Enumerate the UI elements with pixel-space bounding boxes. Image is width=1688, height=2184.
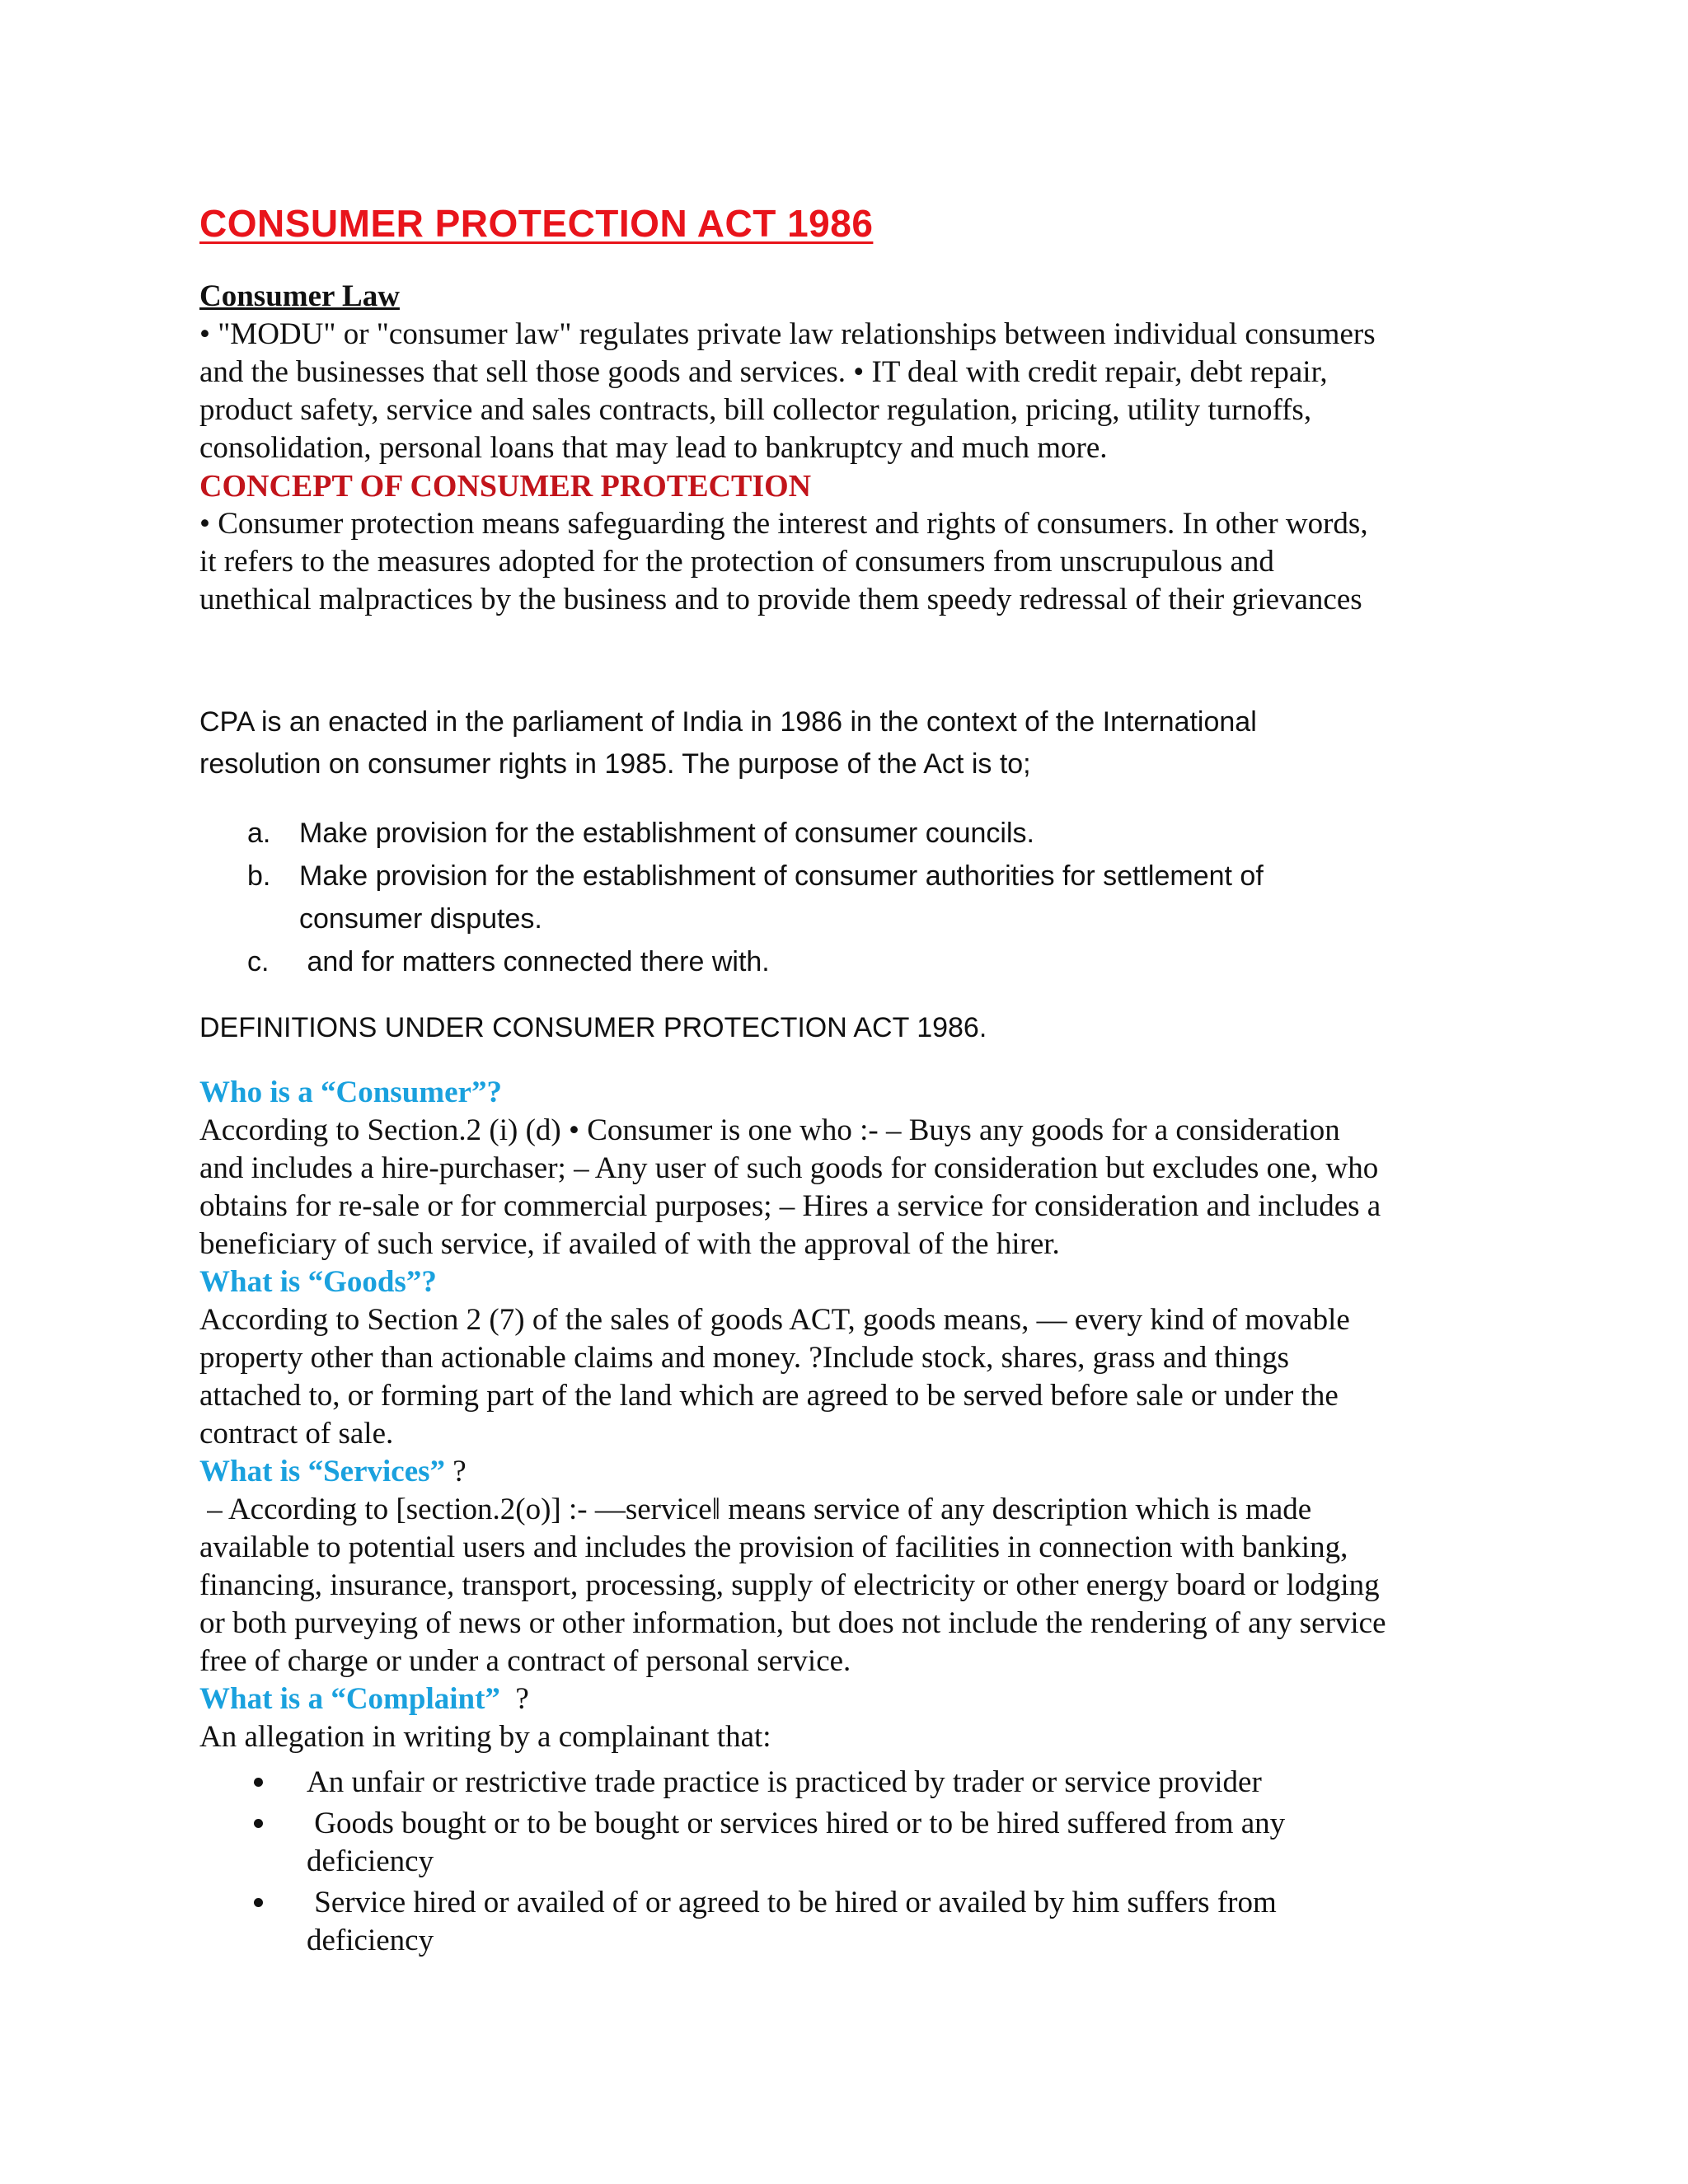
paragraph-line: According to Section.2 (i) (d) • Consumer is one who :- – Buys any goods for a consideration	[199, 1113, 1340, 1147]
complaint-heading: What is a “Complaint”	[199, 1682, 500, 1716]
cpa-paragraph	[199, 701, 1502, 785]
list-marker: a.	[247, 818, 271, 849]
bullet-icon	[254, 1764, 307, 1802]
paragraph-line: or both purveying of news or other information, but does not include the rendering of any service	[199, 1606, 1386, 1640]
paragraph-line: • Consumer protection means safeguarding the interest and rights of consumers. In other words,	[199, 507, 1368, 541]
list-item-text: consumer disputes.	[299, 903, 542, 935]
list-item-text: Make provision for the establishment of consumer authorities for settlement of	[299, 860, 1264, 892]
paragraph-line: contract of sale.	[199, 1417, 394, 1451]
paragraph-line: beneficiary of such service, if availed of with the approval of the hirer.	[199, 1227, 1060, 1261]
bullet-text: An unfair or restrictive trade practice is practiced by trader or service provider	[307, 1765, 1262, 1799]
services-heading-suffix: ?	[445, 1455, 467, 1488]
definitions-section	[199, 1074, 1502, 1756]
list-item	[247, 940, 1533, 983]
paragraph-line: product safety, service and sales contracts, bill collector regulation, pricing, utility turnoffs,	[199, 393, 1312, 427]
document-title: CONSUMER PROTECTION ACT 1986	[199, 202, 874, 245]
paragraph-line: CPA is an enacted in the parliament of India in 1986 in the context of the International	[199, 706, 1257, 738]
paragraph-line: free of charge or under a contract of personal service.	[199, 1644, 851, 1678]
complaint-bullets	[254, 1764, 1540, 1963]
consumer-heading: Who is a “Consumer”?	[199, 1076, 502, 1109]
paragraph-line: – According to [section.2(o)] :- ―service‖ means service of any description which is made	[199, 1493, 1312, 1526]
paragraph-line: and includes a hire-purchaser; – Any user of such goods for consideration but excludes one, who	[199, 1151, 1379, 1185]
bullet-item	[254, 1884, 1540, 1960]
services-heading: What is “Services”	[199, 1455, 446, 1488]
list-item-text: Make provision for the establishment of consumer councils.	[299, 818, 1034, 849]
concept-heading: CONCEPT OF CONSUMER PROTECTION	[199, 469, 812, 504]
bullet-text: deficiency	[307, 1924, 434, 1957]
definitions-heading	[199, 1007, 1502, 1049]
list-marker: c.	[247, 946, 270, 977]
paragraph-line: An allegation in writing by a complainant that:	[199, 1720, 771, 1754]
list-marker: b.	[247, 860, 271, 892]
paragraph-line: resolution on consumer rights in 1985. The purpose of the Act is to;	[199, 748, 1031, 780]
paragraph-line: According to Section 2 (7) of the sales of goods ACT, goods means, ― every kind of movable	[199, 1303, 1350, 1337]
list-item-text: and for matters connected there with.	[299, 946, 770, 977]
bullet-icon	[254, 1884, 307, 1960]
complaint-heading-line	[199, 1680, 1502, 1718]
list-item	[247, 812, 1533, 855]
paragraph-line: financing, insurance, transport, processing, supply of electricity or other energy board or lodging	[199, 1568, 1380, 1602]
consumer-law-heading: Consumer Law	[199, 279, 400, 313]
paragraph-line: unethical malpractices by the business and to provide them speedy redressal of their grievances	[199, 583, 1362, 616]
bullet-item	[254, 1764, 1540, 1802]
paragraph-line: and the businesses that sell those goods and services. • IT deal with credit repair, debt repair,	[199, 355, 1328, 389]
bullet-text: deficiency	[307, 1844, 434, 1878]
paragraph-line: obtains for re-sale or for commercial purposes; – Hires a service for consideration and includes a	[199, 1189, 1381, 1223]
paragraph-line: it refers to the measures adopted for the protection of consumers from unscrupulous and	[199, 545, 1274, 579]
bullet-text: Goods bought or to be bought or services hired or to be hired suffered from any	[307, 1807, 1286, 1840]
bullet-item	[254, 1805, 1540, 1881]
paragraph-line: available to potential users and includes the provision of facilities in connection with banking,	[199, 1530, 1348, 1564]
bullet-icon	[254, 1805, 307, 1881]
paragraph-line: • "MODU" or "consumer law" regulates private law relationships between individual consumers	[199, 317, 1376, 351]
list-item	[247, 855, 1533, 940]
goods-heading: What is “Goods”?	[199, 1265, 437, 1299]
paragraph-line: consolidation, personal loans that may lead to bankruptcy and much more.	[199, 431, 1108, 465]
paragraph-line: attached to, or forming part of the land which are agreed to be served before sale or under the	[199, 1379, 1339, 1413]
bullet-text: Service hired or availed of or agreed to be hired or availed by him suffers from	[307, 1886, 1277, 1919]
definitions-heading-text: DEFINITIONS UNDER CONSUMER PROTECTION ACT 1986.	[199, 1012, 987, 1043]
paragraph-line: property other than actionable claims and money. ?Include stock, shares, grass and things	[199, 1341, 1290, 1375]
purpose-list	[247, 812, 1533, 983]
complaint-heading-suffix: ?	[499, 1682, 529, 1716]
services-heading-line	[199, 1453, 1502, 1491]
consumer-law-section	[199, 278, 1502, 619]
